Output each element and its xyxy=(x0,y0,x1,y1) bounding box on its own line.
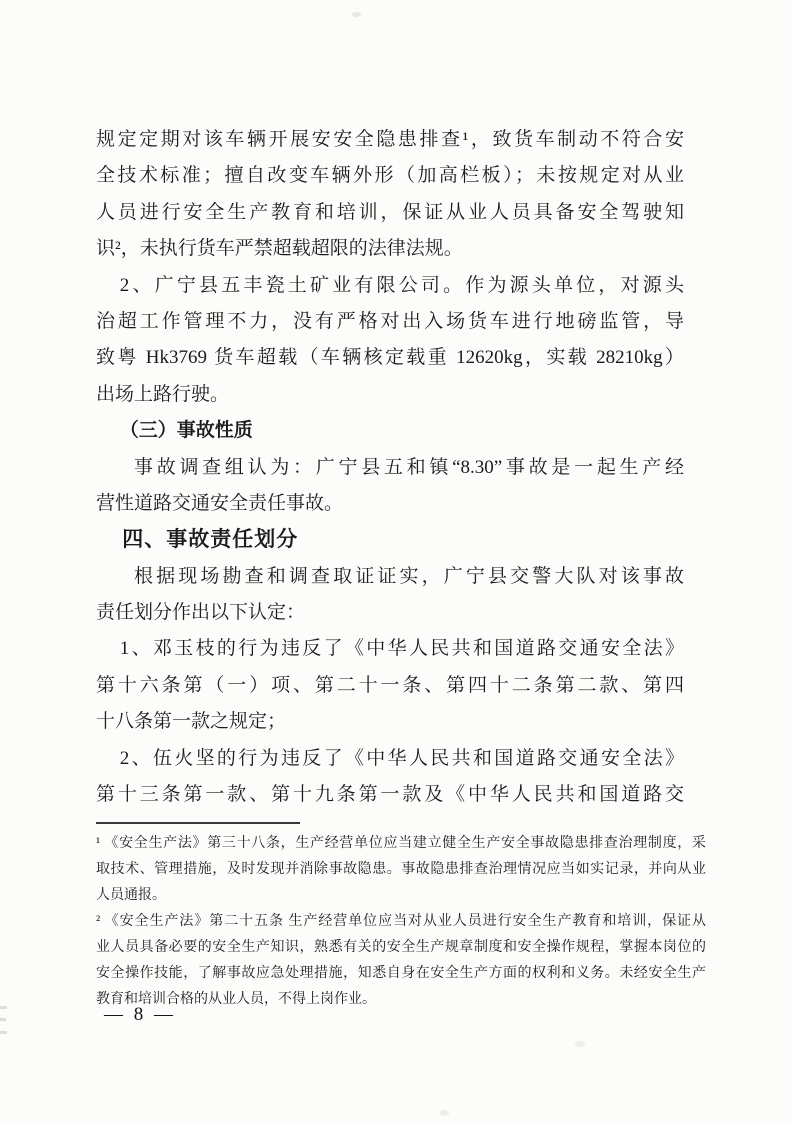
text-line: 识²，未执行货车严禁超载超限的法律法规。 xyxy=(96,238,463,260)
footnote-line: 业人员具备必要的安全生产知识，熟悉有关的安全生产规章制度和安全操作规程，掌握本岗位的 xyxy=(96,940,706,955)
scan-artifact xyxy=(0,1031,7,1034)
text-line: 治超工作管理不力，没有严格对出入场货车进行地磅监管，导 xyxy=(96,310,684,332)
text-line: 出场上路行驶。 xyxy=(96,383,230,405)
footnote-line: 教育和培训合格的从业人员，不得上岗作业。 xyxy=(96,992,376,1007)
text-line: 十八条第一款之规定； xyxy=(96,711,287,733)
scan-artifact xyxy=(0,1018,6,1021)
text-line: 营性道路交通安全责任事故。 xyxy=(96,492,344,514)
text-line: 人员进行安全生产教育和培训，保证从业人员具备安全驾驶知 xyxy=(96,201,684,223)
text-line: 事故调查组认为：广宁县五和镇“8.30”事故是一起生产经 xyxy=(134,456,684,478)
section-heading-accident-nature: （三）事故性质 xyxy=(119,420,253,442)
text-line: 1、邓玉枝的行为违反了《中华人民共和国道路交通安全法》 xyxy=(119,638,684,660)
footnote-line: 取技术、管理措施，及时发现并消除事故隐患。事故隐患排查治理情况应当如实记录，并向从业 xyxy=(96,862,706,877)
scan-artifact xyxy=(352,12,361,17)
text-line: 第十六条第（一）项、第二十一条、第四十二条第二款、第四 xyxy=(96,674,684,696)
text-line: 根据现场勘查和调查取证证实，广宁县交警大队对该事故 xyxy=(134,565,684,587)
footnote-line: 人员通报。 xyxy=(96,888,166,903)
footnote-line: ¹ 《安全生产法》第三十八条，生产经营单位应当建立健全生产安全事故隐患排查治理制度，采 xyxy=(96,836,706,851)
text-line: 致粤 Hk3769 货车超载（车辆核定载重 12620kg，实载 28210kg） xyxy=(96,347,684,369)
text-line: 责任划分作出以下认定： xyxy=(96,602,306,624)
text-line: 2、广宁县五丰瓷土矿业有限公司。作为源头单位，对源头 xyxy=(119,274,684,296)
section-heading-responsibility: 四、事故责任划分 xyxy=(122,528,299,552)
footnote-line: ² 《安全生产法》第二十五条 生产经营单位应当对从业人员进行安全生产教育和培训，保证从 xyxy=(96,914,706,929)
text-line: 2、伍火坚的行为违反了《中华人民共和国道路交通安全法》 xyxy=(119,747,684,769)
scan-artifact xyxy=(575,1041,585,1047)
main-text xyxy=(96,122,684,813)
text-line: 规定定期对该车辆开展安安全隐患排查¹，致货车制动不符合安 xyxy=(96,129,684,150)
text-line: 第十三条第一款、第十九条第一款及《中华人民共和国道路交 xyxy=(96,784,684,806)
footnotes xyxy=(96,831,706,1013)
text-line: 全技术标准；擅自改变车辆外形（加高栏板）；未按规定对从业 xyxy=(96,165,684,187)
scan-artifact xyxy=(0,1006,7,1009)
page-number: — 8 — xyxy=(104,1004,176,1025)
footnote-separator xyxy=(96,822,300,824)
scan-artifact xyxy=(440,1110,449,1116)
footnote-line: 安全操作技能，了解事故应急处理措施，知悉自身在安全生产方面的权利和义务。未经安全生产 xyxy=(96,966,706,981)
